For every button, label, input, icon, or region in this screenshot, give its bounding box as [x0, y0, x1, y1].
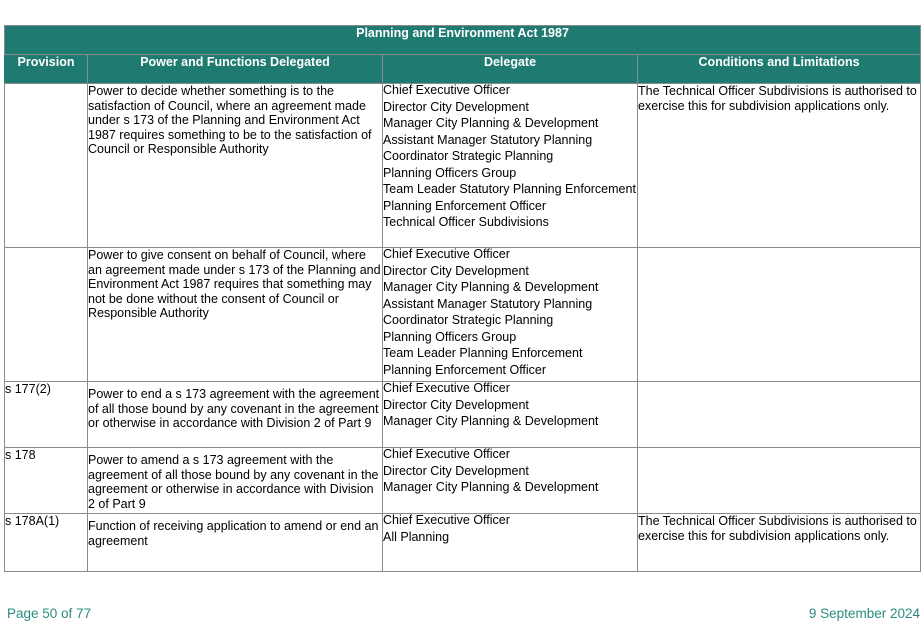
table-row	[5, 248, 921, 382]
header-conditions: Conditions and Limitations	[638, 55, 921, 84]
power-cell: Power to end a s 173 agreement with the agreement of all those bound by any covenant in the agreement or otherwise in accordance with Division 2 of Part 9	[88, 382, 383, 448]
footer-date: 9 September 2024	[808, 606, 920, 621]
delegate-item: Assistant Manager Statutory Planning	[383, 132, 593, 147]
delegate-item: Planning Enforcement Officer	[383, 362, 547, 377]
delegate-cell	[383, 448, 638, 514]
delegate-cell	[383, 382, 638, 448]
table-row	[5, 514, 921, 572]
delegate-item: Team Leader Statutory Planning Enforcement	[383, 182, 636, 196]
delegate-item: Chief Executive Officer	[383, 247, 510, 261]
delegate-item: Manager City Planning & Development	[383, 414, 599, 428]
header-delegate: Delegate	[383, 55, 638, 84]
delegate-item: Chief Executive Officer	[383, 513, 510, 527]
conditions-cell	[638, 382, 921, 448]
table-row	[5, 84, 921, 248]
conditions-cell: The Technical Officer Subdivisions is authorised to exercise this for subdivision applications only.	[638, 514, 921, 572]
header-provision: Provision	[5, 55, 88, 84]
power-cell: Power to decide whether something is to the satisfaction of Council, where an agreement made under s 173 of the Planning and Environment Act 1987 requires something to be to the satisfaction of Council or Responsible Authority	[88, 84, 383, 248]
power-cell: Power to amend a s 173 agreement with the agreement of all those bound by any covenant in the agreement or otherwise in accordance with Division 2 of Part 9	[88, 448, 383, 514]
delegate-item: Chief Executive Officer	[383, 447, 510, 461]
provision-cell	[5, 84, 88, 248]
conditions-cell: The Technical Officer Subdivisions is authorised to exercise this for subdivision applications only.	[638, 84, 921, 248]
provision-cell: s 177(2)	[5, 382, 88, 448]
delegate-item: All Planning	[383, 529, 450, 544]
power-cell: Function of receiving application to amend or end an agreement	[88, 514, 383, 572]
delegate-item: Director City Development	[383, 397, 529, 412]
delegate-item: Chief Executive Officer	[383, 381, 510, 395]
delegate-item: Planning Enforcement Officer	[383, 198, 547, 213]
delegate-cell	[383, 84, 638, 248]
delegate-item: Assistant Manager Statutory Planning	[383, 296, 593, 311]
delegate-item: Coordinator Strategic Planning	[383, 149, 554, 163]
delegate-item: Director City Development	[383, 263, 529, 278]
delegate-item: Manager City Planning & Development	[383, 280, 599, 294]
table-row	[5, 382, 921, 448]
delegate-item: Coordinator Strategic Planning	[383, 313, 554, 327]
delegate-item: Planning Officers Group	[383, 329, 517, 344]
delegate-item: Manager City Planning & Development	[383, 480, 599, 494]
provision-cell	[5, 248, 88, 382]
delegate-item: Manager City Planning & Development	[383, 116, 599, 130]
delegate-item: Director City Development	[383, 99, 529, 114]
conditions-cell	[638, 448, 921, 514]
power-cell: Power to give consent on behalf of Council, where an agreement made under s 173 of the Planning and Environment Act 1987 requires that something may not be done without the consent of Council or Responsible Authority	[88, 248, 383, 382]
delegate-item: Team Leader Planning Enforcement	[383, 346, 583, 360]
delegate-item: Director City Development	[383, 463, 529, 478]
provision-cell: s 178	[5, 448, 88, 514]
act-title: Planning and Environment Act 1987	[5, 26, 921, 55]
delegate-cell	[383, 248, 638, 382]
page-number: Page 50 of 77	[7, 606, 92, 621]
delegate-item: Planning Officers Group	[383, 165, 517, 180]
provision-cell: s 178A(1)	[5, 514, 88, 572]
conditions-cell	[638, 248, 921, 382]
delegate-cell	[383, 514, 638, 572]
table-row	[5, 448, 921, 514]
delegate-item: Chief Executive Officer	[383, 83, 510, 97]
delegate-item: Technical Officer Subdivisions	[383, 215, 549, 229]
header-power: Power and Functions Delegated	[88, 55, 383, 84]
delegation-table	[4, 25, 921, 572]
